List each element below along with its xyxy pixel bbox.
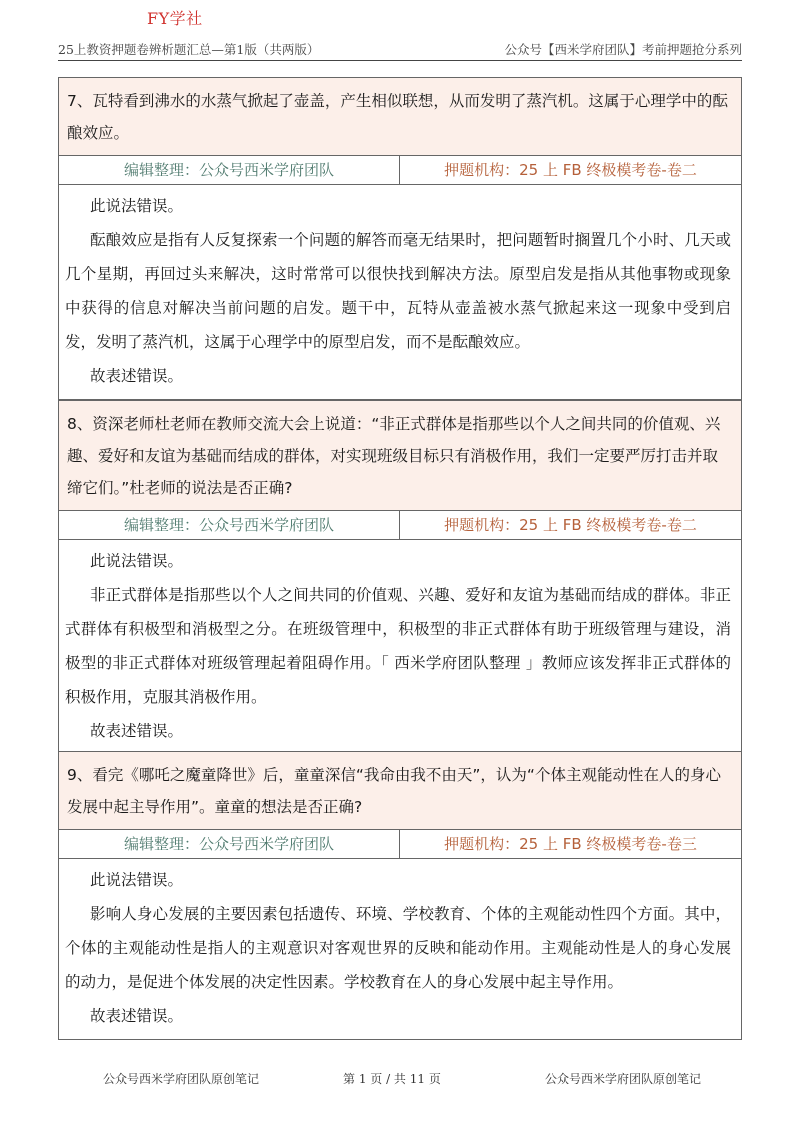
running-head-left: 25上教资押题卷辨析题汇总—第1版（共两版）	[58, 42, 320, 57]
question-block-7	[58, 77, 742, 400]
source-credit: 押题机构：25 上 FB 终极模考卷-卷三	[444, 835, 697, 853]
question-stem: 8、资深老师杜老师在教师交流大会上说道：“非正式群体是指那些以个人之间共同的价值观、兴趣、爱好和友谊为基础而结成的群体，对实现班级目标只有消极作用，我们一定要严厉打击并取缔它们。”杜老师的说法是否正确?	[59, 401, 741, 511]
source-credit: 押题机构：25 上 FB 终极模考卷-卷二	[444, 161, 697, 179]
question-meta-row	[59, 511, 741, 540]
editor-credit: 编辑整理：公众号西米学府团队	[59, 511, 400, 539]
answer-body	[59, 540, 741, 754]
answer-paragraph: 影响人身心发展的主要因素包括遗传、环境、学校教育、个体的主观能动性四个方面。其中，个体的主观能动性是指人的主观意识对客观世界的反映和能动作用。主观能动性是人的身心发展的动力，是促进个体发展的决定性因素。学校教育在人的身心发展中起主导作用。	[65, 905, 731, 991]
running-head-right: 公众号【西米学府团队】考前押题抢分系列	[504, 42, 742, 57]
footer-right: 公众号西米学府团队原创笔记	[545, 1072, 702, 1086]
answer-paragraph: 非正式群体是指那些以个人之间共同的价值观、兴趣、爱好和友谊为基础而结成的群体。非正式群体有积极型和消极型之分。在班级管理中，积极型的非正式群体有助于班级管理与建设，消极型的非正式群体对班级管理起着阻碍作用。「 西米学府团队整理 」教师应该发挥非正式群体的积极作用，克服其消极作用。	[65, 586, 731, 706]
answer-body	[59, 185, 741, 399]
answer-paragraph: 此说法错误。	[90, 871, 184, 889]
question-meta-row	[59, 156, 741, 185]
answer-paragraph: 此说法错误。	[90, 197, 184, 215]
answer-paragraph: 故表述错误。	[90, 367, 184, 385]
editor-credit: 编辑整理：公众号西米学府团队	[59, 830, 400, 858]
question-block-9	[58, 751, 742, 1040]
page-number: 第 1 页 / 共 11 页	[343, 1072, 441, 1086]
answer-body	[59, 859, 741, 1039]
answer-paragraph: 此说法错误。	[90, 552, 184, 570]
question-stem: 9、看完《哪吒之魔童降世》后，童童深信“我命由我不由天”，认为“个体主观能动性在人的身心发展中起主导作用”。童童的想法是否正确?	[59, 752, 741, 830]
source-credit: 押题机构：25 上 FB 终极模考卷-卷二	[444, 516, 697, 534]
question-stem: 7、瓦特看到沸水的水蒸气掀起了壶盖，产生相似联想，从而发明了蒸汽机。这属于心理学中的酝酿效应。	[59, 78, 741, 156]
question-block-8	[58, 400, 742, 755]
answer-paragraph: 故表述错误。	[90, 722, 184, 740]
answer-paragraph: 故表述错误。	[90, 1007, 184, 1025]
brand-watermark: FY学社	[147, 9, 203, 28]
footer-left: 公众号西米学府团队原创笔记	[103, 1072, 260, 1086]
running-head	[58, 38, 742, 61]
answer-paragraph: 酝酿效应是指有人反复探索一个问题的解答而毫无结果时，把问题暂时搁置几个小时、几天或几个星期，再回过头来解决，这时常常可以很快找到解决方法。原型启发是指从其他事物或现象中获得的信息对解决当前问题的启发。题干中，瓦特从壶盖被水蒸气掀起来这一现象中受到启发，发明了蒸汽机，这属于心理学中的原型启发，而不是酝酿效应。	[65, 231, 731, 351]
question-meta-row	[59, 830, 741, 859]
editor-credit: 编辑整理：公众号西米学府团队	[59, 156, 400, 184]
